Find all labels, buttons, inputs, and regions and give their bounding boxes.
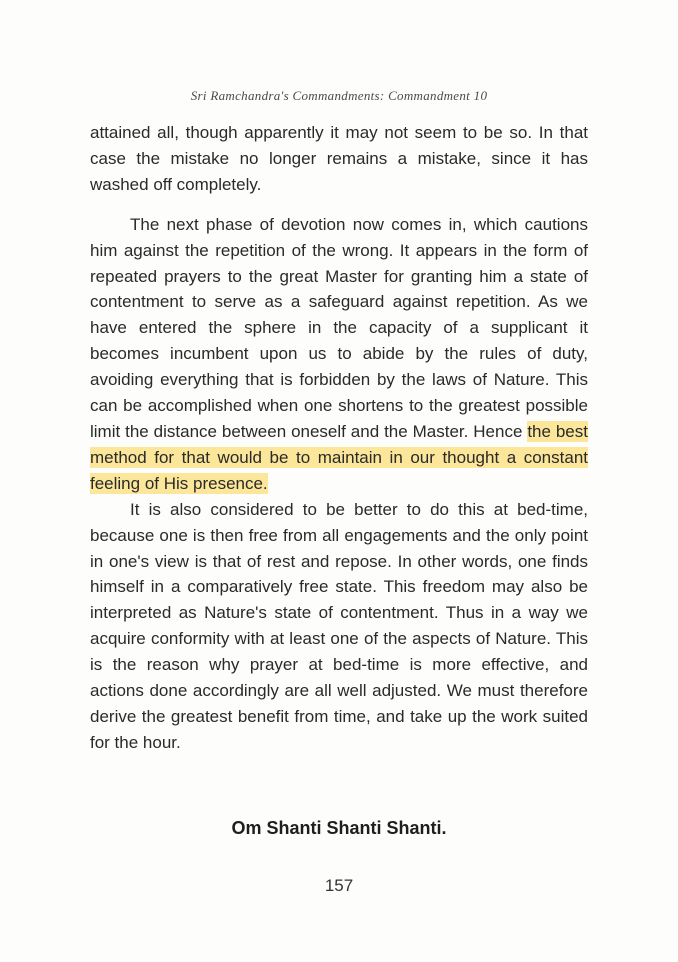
paragraph-3: It is also considered to be better to do this at bed-time, because one is then free from all engagements and the only point in one's view is that of rest and repose. In other words, one finds himself in a comparatively free state. This freedom may also be interpreted as Nature's state of contentment. Thus in a way we acquire conformity with at least one of the aspects of Nature. This is the reason why prayer at bed-time is more effective, and actions done accordingly are all well adjusted. We must therefore derive the greatest benefit from time, and take up the work suited for the hour. bbox=[90, 499, 588, 752]
body-text bbox=[90, 120, 588, 756]
highlighted-passage: the best method for that would be to maintain in our thought a constant feeling of His presence. bbox=[90, 421, 588, 493]
paragraph-2 bbox=[90, 212, 588, 497]
running-header: Sri Ramchandra's Commandments: Commandment 10 bbox=[190, 88, 488, 103]
closing-invocation: Om Shanti Shanti Shanti. bbox=[231, 818, 447, 838]
page-number: 157 bbox=[324, 876, 354, 895]
paragraph-2-text: The next phase of devotion now comes in, which cautions him against the repetition of the wrong. It appears in the form of repeated prayers to the great Master for granting him a state of contentment to serve as a safeguard against repetition. As we have entered the sphere in the capacity of a supplicant it becomes incumbent upon us to abide by the rules of duty, avoiding everything that is forbidden by the laws of Nature. This can be accomplished when one shortens to the greatest possible limit the distance between oneself and the Master. Hence bbox=[90, 214, 588, 441]
paragraph-1: attained all, though apparently it may not seem to be so. In that case the mistake no longer remains a mistake, since it has washed off completely. bbox=[90, 123, 588, 194]
